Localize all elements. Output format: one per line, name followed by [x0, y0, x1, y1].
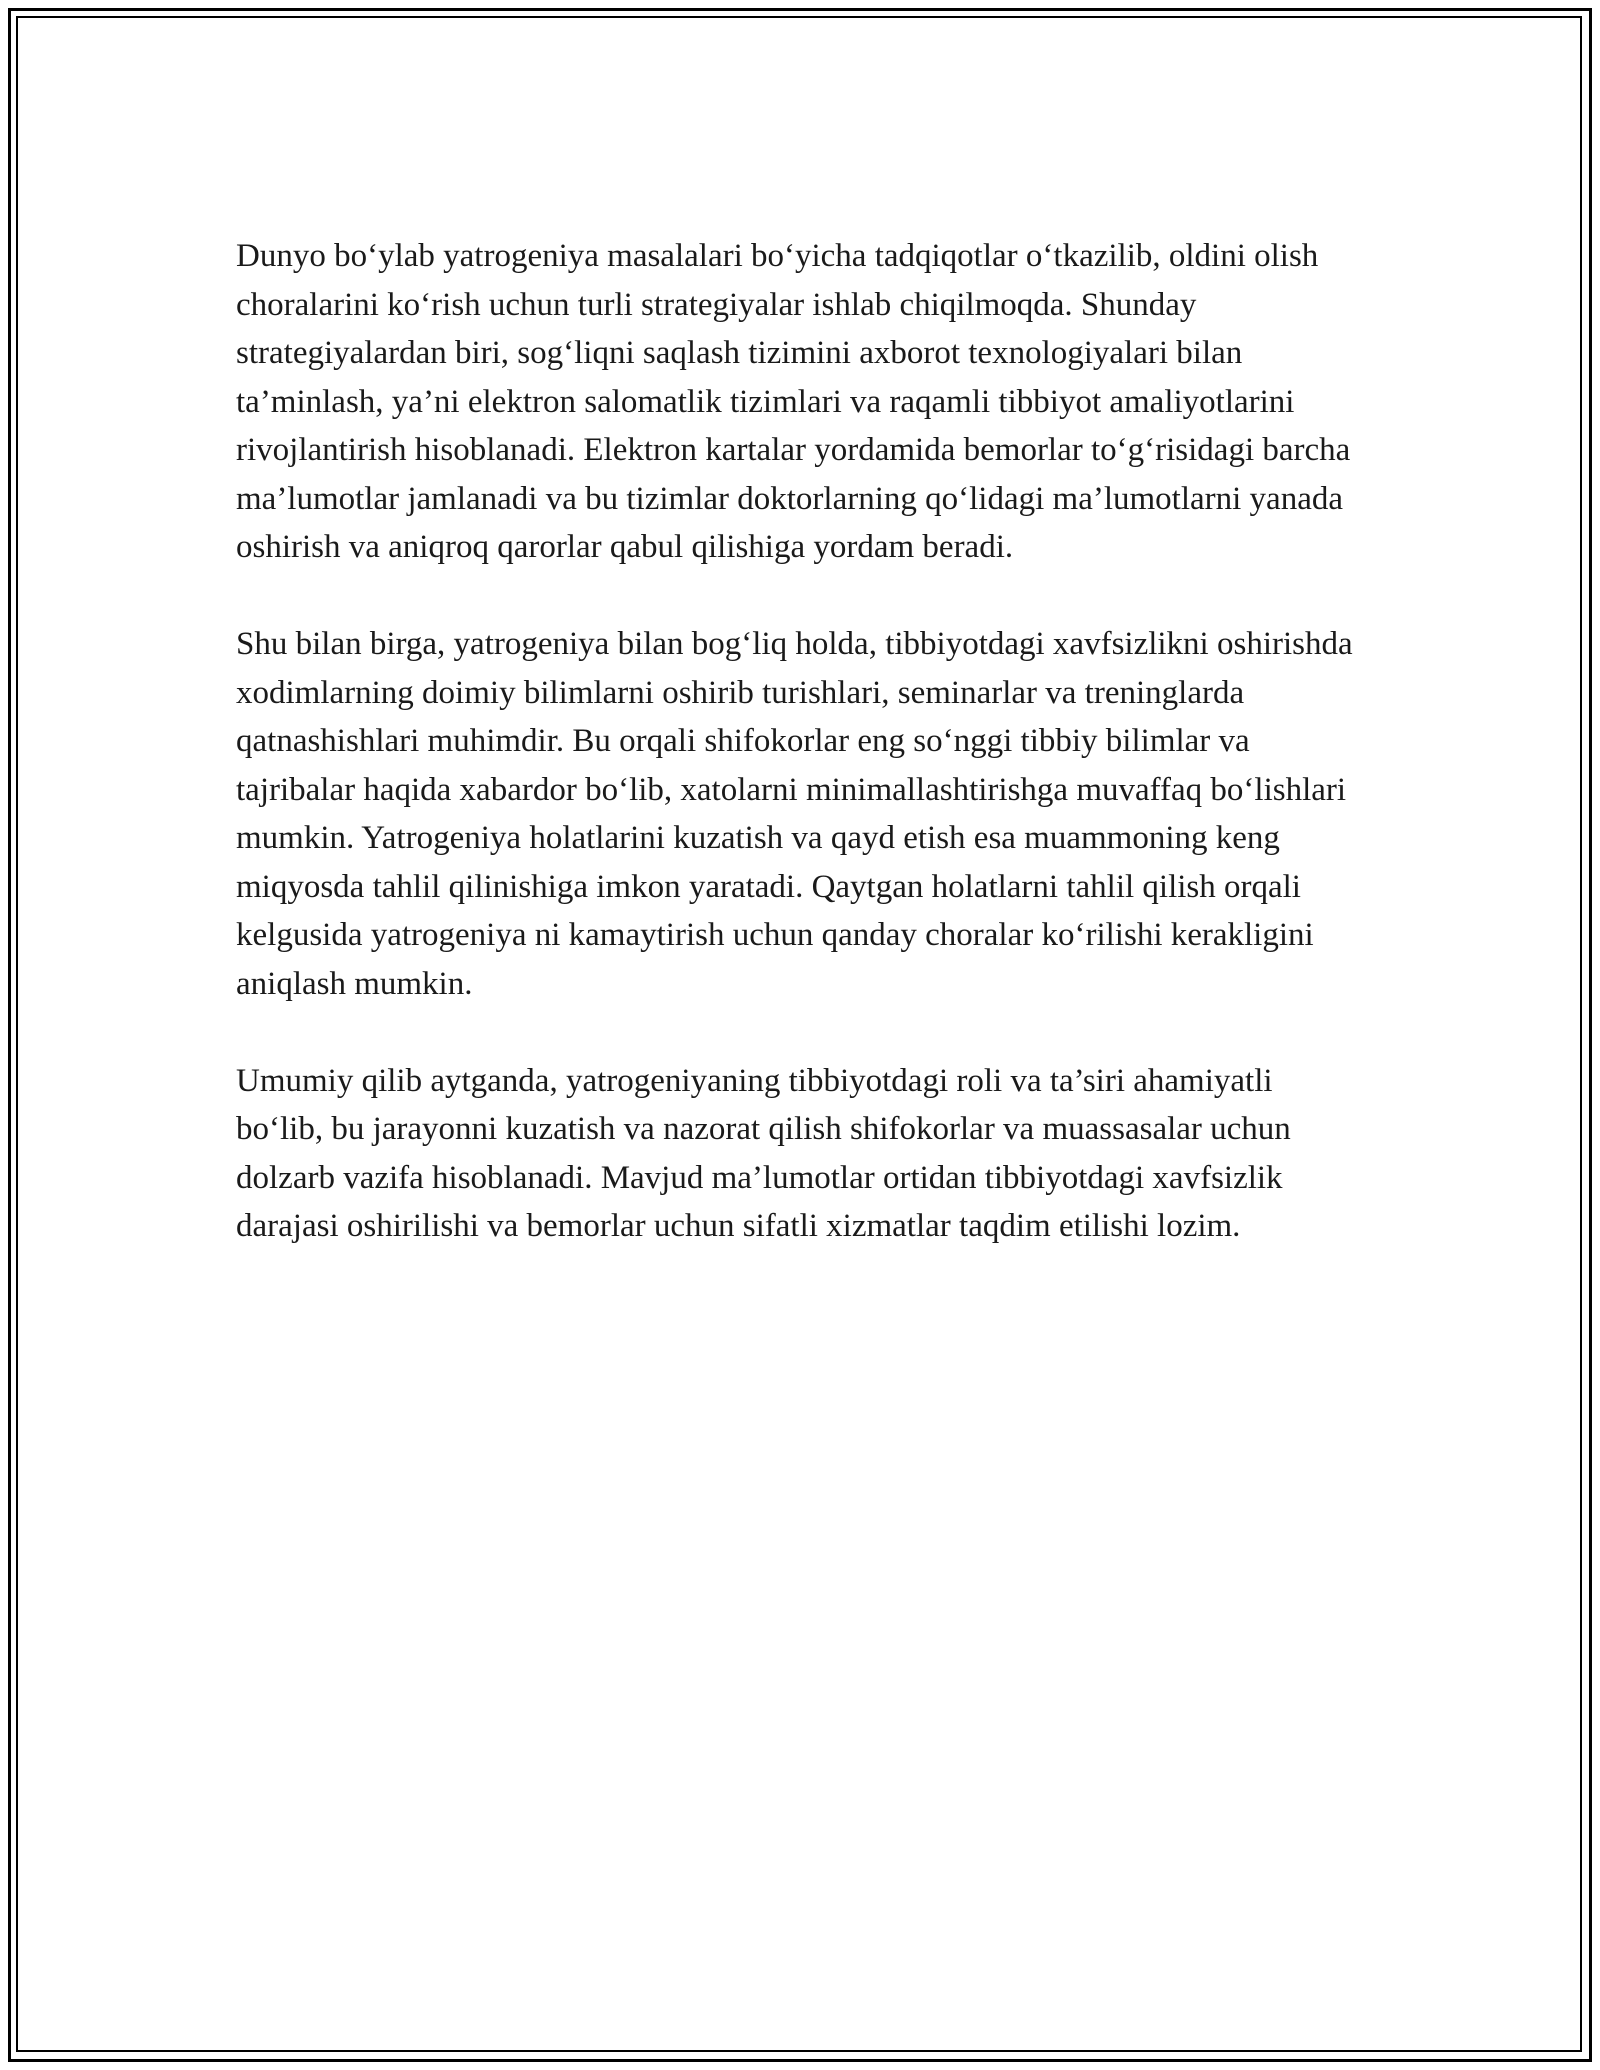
paragraph-2: Shu bilan birga, yatrogeniya bilan bog‘liq holda, tibbiyotdagi xavfsizlikni oshirishda xodimlarning doimiy bilimlarni oshirib turishlari, seminarlar va treninglarda qatnashishlari muhimdir. Bu orqali shifokorlar eng so‘nggi tibbiy bilimlar va tajribalar haqida xabardor bo‘lib, xatolarni minimallashtirishga muvaffaq bo‘lishlari mumkin. Yatrogeniya holatlarini kuzatish va qayd etish esa muammoning keng miqyosda tahlil qilinishiga imkon yaratadi. Qaytgan holatlarni tahlil qilish orqali kelgusida yatrogeniya ni kamaytirish uchun qanday choralar ko‘rilishi kerakligini aniqlash mumkin. [236, 626, 1353, 1002]
document-body [236, 232, 1366, 1299]
paragraph-1: Dunyo bo‘ylab yatrogeniya masalalari bo‘yicha tadqiqotlar o‘tkazilib, oldini olish choralarini ko‘rish uchun turli strategiyalar ishlab chiqilmoqda. Shunday strategiyalardan biri, sog‘liqni saqlash tizimini axborot texnologiyalari bilan ta’minlash, ya’ni elektron salomatlik tizimlari va raqamli tibbiyot amaliyotlarini rivojlantirish hisoblanadi. Elektron kartalar yordamida bemorlar to‘g‘risidagi barcha ma’lumotlar jamlanadi va bu tizimlar doktorlarning qo‘lidagi ma’lumotlarni yanada oshirish va aniqroq qarorlar qabul qilishiga yordam beradi. [236, 238, 1351, 565]
paragraph-3: Umumiy qilib aytganda, yatrogeniyaning tibbiyotdagi roli va ta’siri ahamiyatli bo‘lib, bu jarayonni kuzatish va nazorat qilish shifokorlar va muassasalar uchun dolzarb vazifa hisoblanadi. Mavjud ma’lumotlar ortidan tibbiyotdagi xavfsizlik darajasi oshirilishi va bemorlar uchun sifatli xizmatlar taqdim etilishi lozim. [236, 1062, 1291, 1244]
